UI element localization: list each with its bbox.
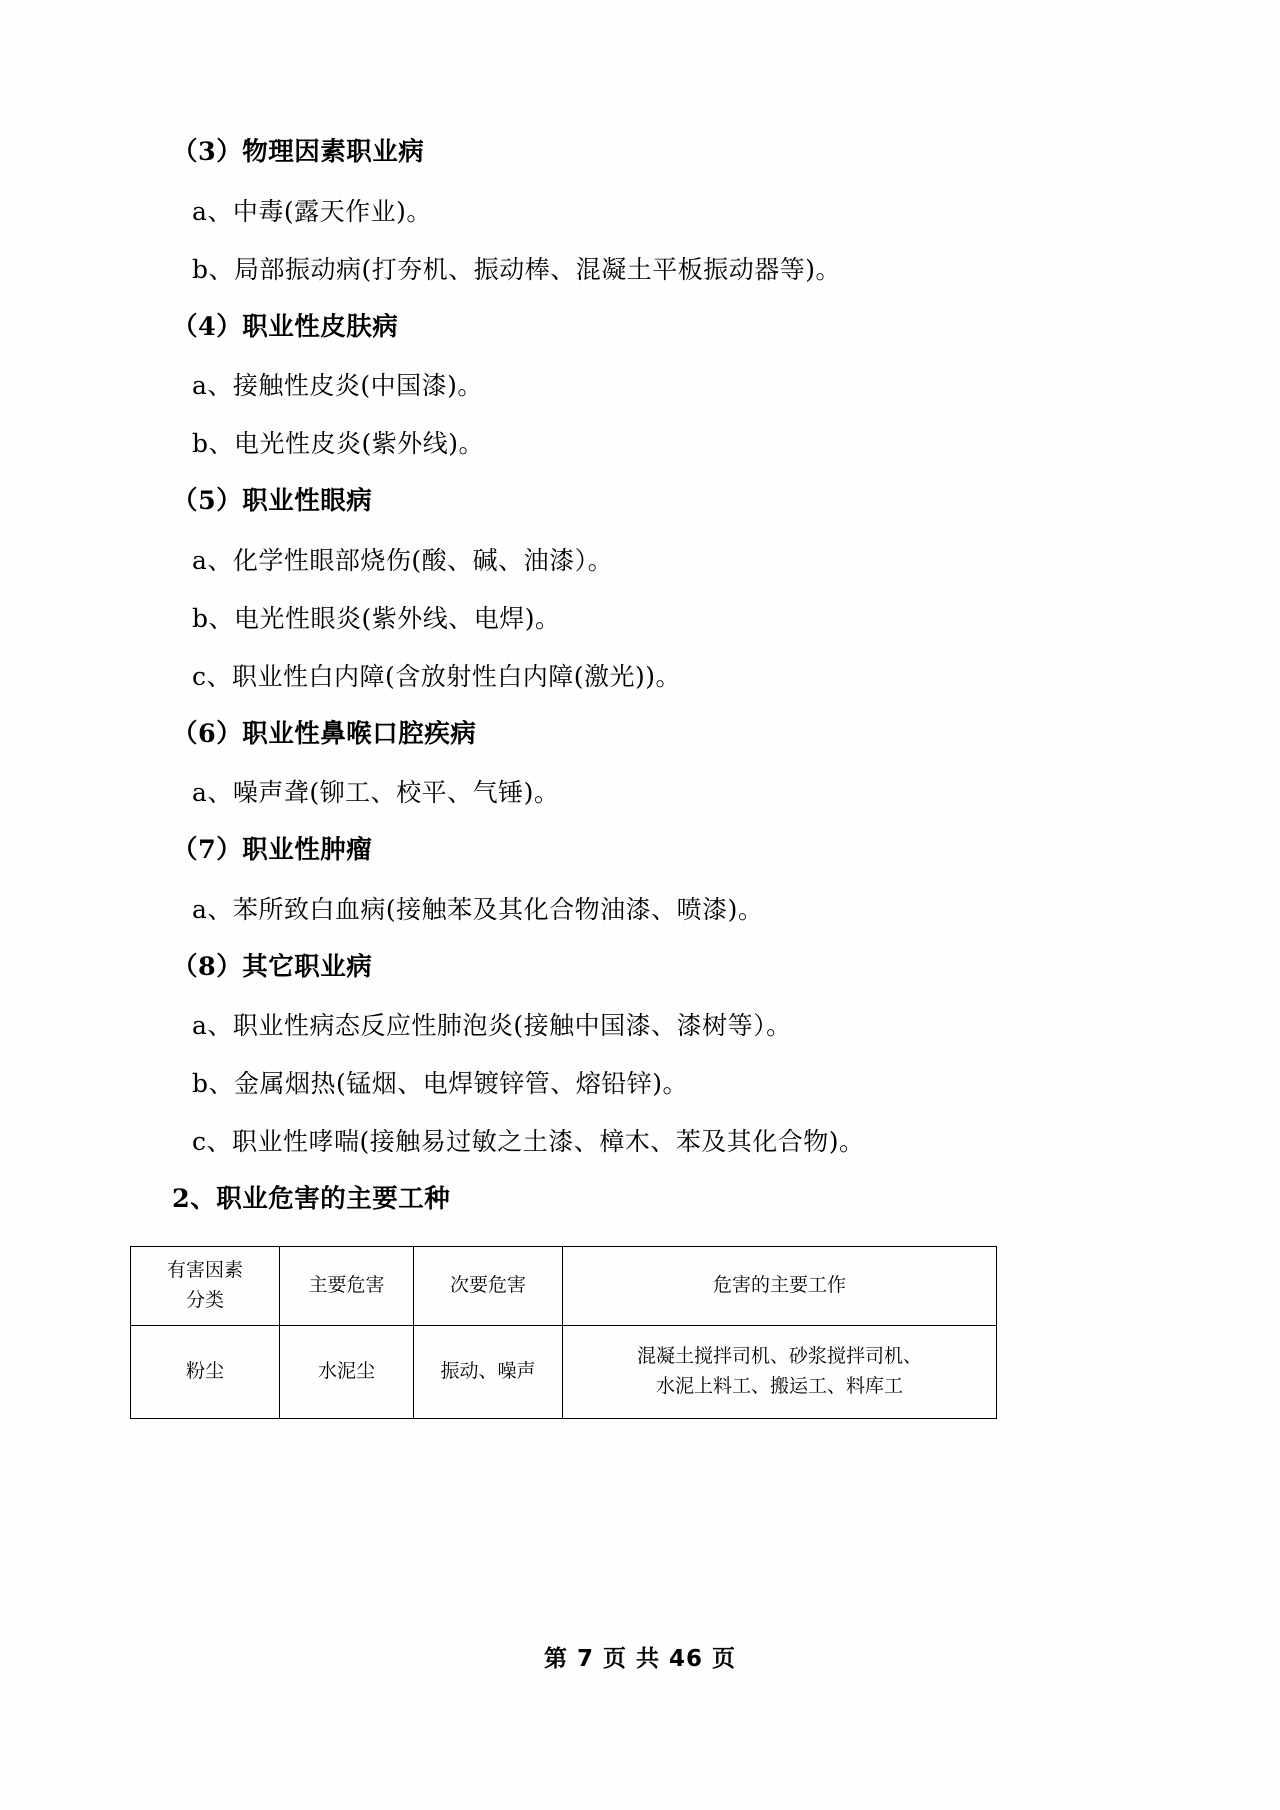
occupational-hazard-table bbox=[130, 1246, 997, 1419]
document-body bbox=[150, 137, 1110, 1419]
list-item: b、局部振动病(打夯机、振动棒、混凝土平板振动器等)。 bbox=[192, 254, 842, 284]
section-heading: （4）职业性皮肤病 bbox=[172, 311, 399, 342]
list-item: b、电光性皮炎(紫外线)。 bbox=[192, 429, 485, 458]
table-cell-category: 粉尘 bbox=[131, 1325, 280, 1418]
section-heading: （5）职业性眼病 bbox=[172, 486, 373, 516]
subsection-heading: 2、职业危害的主要工种 bbox=[172, 1184, 451, 1214]
table-cell-primary-hazard: 水泥尘 bbox=[280, 1325, 414, 1418]
list-item: b、电光性眼炎(紫外线、电焊)。 bbox=[192, 603, 561, 633]
table-row bbox=[131, 1325, 997, 1418]
list-item: a、化学性眼部烧伤(酸、碱、油漆）。 bbox=[192, 545, 614, 575]
list-item: a、职业性病态反应性肺泡炎(接触中国漆、漆树等）。 bbox=[192, 1011, 792, 1040]
list-item: c、职业性白内障(含放射性白内障(激光))。 bbox=[192, 661, 682, 691]
page-footer: 第 7 页 共 46 页 bbox=[543, 1646, 737, 1672]
table-header-cell-primary-hazard: 主要危害 bbox=[280, 1246, 414, 1325]
table-header-cell-main-work: 危害的主要工作 bbox=[563, 1246, 997, 1325]
cell-line-2: 水泥上料工、搬运工、料库工 bbox=[655, 1374, 903, 1397]
section-heading: （7）职业性肿瘤 bbox=[172, 835, 373, 865]
section-heading: （6）职业性鼻喉口腔疾病 bbox=[172, 718, 477, 749]
table-header-cell-category bbox=[131, 1246, 280, 1325]
table-cell-secondary-hazard: 振动、噪声 bbox=[414, 1325, 563, 1418]
list-item: c、职业性哮喘(接触易过敏之土漆、樟木、苯及其化合物)。 bbox=[192, 1127, 865, 1156]
section-heading: （3）物理因素职业病 bbox=[172, 137, 425, 167]
table-header-cell-secondary-hazard: 次要危害 bbox=[414, 1246, 563, 1325]
list-item: a、接触性皮炎(中国漆)。 bbox=[192, 371, 483, 400]
list-item: b、金属烟热(锰烟、电焊镀锌管、熔铅锌)。 bbox=[192, 1069, 689, 1098]
list-item: a、噪声聋(铆工、校平、气锤)。 bbox=[192, 778, 560, 807]
table-header-row bbox=[131, 1246, 997, 1325]
header-line-2: 分类 bbox=[185, 1288, 224, 1311]
list-item: a、苯所致白血病(接触苯及其化合物油漆、喷漆)。 bbox=[192, 894, 764, 924]
table-cell-main-work bbox=[563, 1325, 997, 1418]
cell-line-1: 混凝土搅拌司机、砂浆搅拌司机、 bbox=[636, 1345, 922, 1368]
header-line-1: 有害因素 bbox=[166, 1259, 243, 1282]
section-heading: （8）其它职业病 bbox=[172, 951, 373, 982]
list-item: a、中毒(露天作业)。 bbox=[192, 196, 432, 226]
